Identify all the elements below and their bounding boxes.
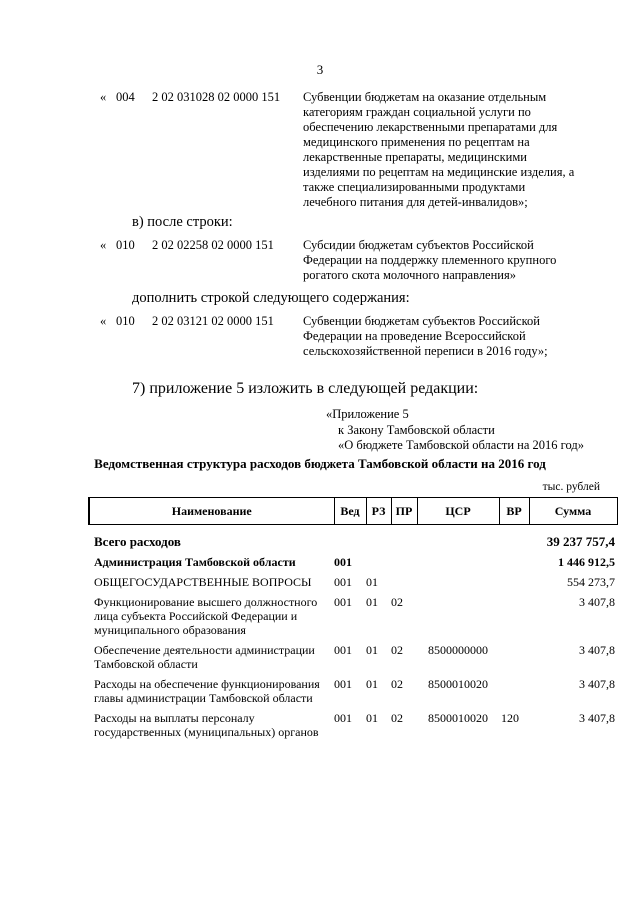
header-vr: ВР: [499, 498, 529, 525]
cell-csr: [417, 525, 499, 556]
cell-sum: 3 407,8: [579, 677, 615, 691]
header-rz: РЗ: [366, 498, 391, 525]
instruction-after-line: в) после строки:: [132, 214, 233, 230]
amendment-row-3: [100, 314, 600, 360]
cell-sum: 3 407,8: [579, 643, 615, 657]
cell-ved: 001: [334, 575, 352, 589]
cell-pr: 02: [391, 643, 403, 657]
table-title: Ведомственная структура расходов бюджета Тамбовской области на 2016 год: [94, 456, 546, 471]
cell-pr: [391, 555, 417, 575]
appendix-line: «О бюджете Тамбовской области на 2016 год»: [338, 438, 584, 452]
description-line: лечебного питания для детей-инвалидов»;: [303, 195, 528, 209]
amendment-row-1: [100, 90, 600, 215]
admin-code: 010: [116, 314, 135, 328]
cell-csr: 8500010020: [428, 677, 488, 691]
description-line: категориям граждан социальной услуги по: [303, 105, 531, 119]
cell-rz: [366, 525, 391, 556]
admin-code: 004: [116, 90, 135, 104]
kbk-code: 2 02 02258 02 0000 151: [152, 238, 274, 252]
appendix-line: к Закону Тамбовской области: [338, 422, 495, 437]
cell-csr: [417, 575, 499, 595]
amendment-description: [303, 90, 593, 210]
cell-name: Расходы на обеспечение функционирования главы администрации Тамбовской области: [94, 677, 320, 705]
header-sum: Сумма: [529, 498, 617, 525]
description-line: Субсидии бюджетам субъектов Российской: [303, 238, 534, 252]
cell-ved: 001: [334, 595, 352, 609]
open-quote: «: [100, 90, 107, 104]
cell-vr: [499, 525, 529, 556]
amendment-description: [303, 238, 593, 283]
appendix-header: [326, 407, 584, 454]
cell-rz: 01: [366, 595, 378, 609]
cell-rz: [366, 555, 391, 575]
table-row: [89, 677, 617, 711]
expenditure-table: [88, 497, 618, 745]
description-line: обеспечению лекарственными препаратами для: [303, 120, 558, 134]
cell-name: Обеспечение деятельности администрации Тамбовской области: [94, 643, 315, 671]
cell-rz: 01: [366, 677, 378, 691]
cell-name: Всего расходов: [94, 534, 181, 549]
cell-csr: 8500000000: [428, 643, 488, 657]
header-pr: ПР: [391, 498, 417, 525]
table-header-row: [89, 498, 617, 525]
page-number: 3: [316, 62, 324, 77]
admin-code: 010: [116, 238, 135, 252]
cell-vr: [499, 643, 529, 677]
description-line: рогатого скота молочного направления»: [303, 268, 516, 282]
description-line: Федерации на поддержку племенного крупного: [303, 253, 557, 267]
cell-ved: 001: [334, 643, 352, 657]
cell-vr: [499, 575, 529, 595]
item-7-instruction: 7) приложение 5 изложить в следующей редакции:: [132, 380, 479, 397]
table-row: [89, 555, 617, 575]
cell-ved: 001: [334, 677, 352, 691]
description-line: медицинского применения по рецептам на: [303, 135, 530, 149]
cell-ved: 001: [334, 555, 352, 569]
units-label: тыс. рублей: [542, 481, 600, 493]
cell-name: Функционирование высшего должностного лица субъекта Российской Федерации и муниципального образования: [94, 595, 318, 637]
cell-rz: 01: [366, 575, 378, 589]
cell-rz: 01: [366, 711, 378, 725]
table-row-total: [89, 525, 617, 556]
cell-sum: 3 407,8: [579, 595, 615, 609]
cell-sum: 554 273,7: [567, 575, 615, 589]
table-row: [89, 643, 617, 677]
cell-ved: 001: [334, 711, 352, 725]
open-quote: «: [100, 238, 107, 252]
cell-csr: [417, 595, 499, 643]
open-quote: «: [100, 314, 107, 328]
cell-vr: [499, 595, 529, 643]
table-row: [89, 711, 617, 745]
cell-ved: [334, 525, 366, 556]
description-line: Федерации на проведение Всероссийской: [303, 329, 526, 343]
instruction-add-line: дополнить строкой следующего содержания:: [132, 290, 410, 306]
description-line: Субвенции бюджетам на оказание отдельным: [303, 90, 547, 104]
cell-pr: [391, 575, 417, 595]
table-row: [89, 595, 617, 643]
cell-rz: 01: [366, 643, 378, 657]
header-name: Наименование: [89, 498, 334, 525]
description-line: Субвенции бюджетам субъектов Российской: [303, 314, 540, 328]
kbk-code: 2 02 031028 02 0000 151: [152, 90, 281, 104]
description-line: сельскохозяйственной переписи в 2016 году»;: [303, 344, 548, 358]
cell-sum: 1 446 912,5: [558, 555, 615, 569]
cell-csr: [417, 555, 499, 575]
cell-vr: 120: [501, 711, 519, 725]
amendment-row-2: [100, 238, 600, 284]
description-line: также специализированными продуктами: [303, 180, 526, 194]
description-line: лекарственные препараты, медицинскими: [303, 150, 527, 164]
cell-sum: 39 237 757,4: [546, 534, 615, 549]
cell-name: Расходы на выплаты персоналу государственных (муниципальных) органов: [94, 711, 319, 739]
cell-name: Администрация Тамбовской области: [94, 555, 296, 569]
header-ved: Вед: [334, 498, 366, 525]
appendix-line: «Приложение 5: [326, 407, 409, 421]
cell-vr: [499, 677, 529, 711]
cell-vr: [499, 555, 529, 575]
cell-csr: 8500010020: [428, 711, 488, 725]
header-csr: ЦСР: [417, 498, 499, 525]
kbk-code: 2 02 03121 02 0000 151: [152, 314, 274, 328]
cell-pr: 02: [391, 595, 403, 609]
cell-pr: [391, 525, 417, 556]
table-row: [89, 575, 617, 595]
cell-pr: 02: [391, 711, 403, 725]
cell-name: ОБЩЕГОСУДАРСТВЕННЫЕ ВОПРОСЫ: [94, 575, 312, 589]
cell-sum: 3 407,8: [579, 711, 615, 725]
description-line: изделиями по рецептам на медицинские изделия, а: [303, 165, 575, 179]
cell-pr: 02: [391, 677, 403, 691]
amendment-description: [303, 314, 593, 359]
